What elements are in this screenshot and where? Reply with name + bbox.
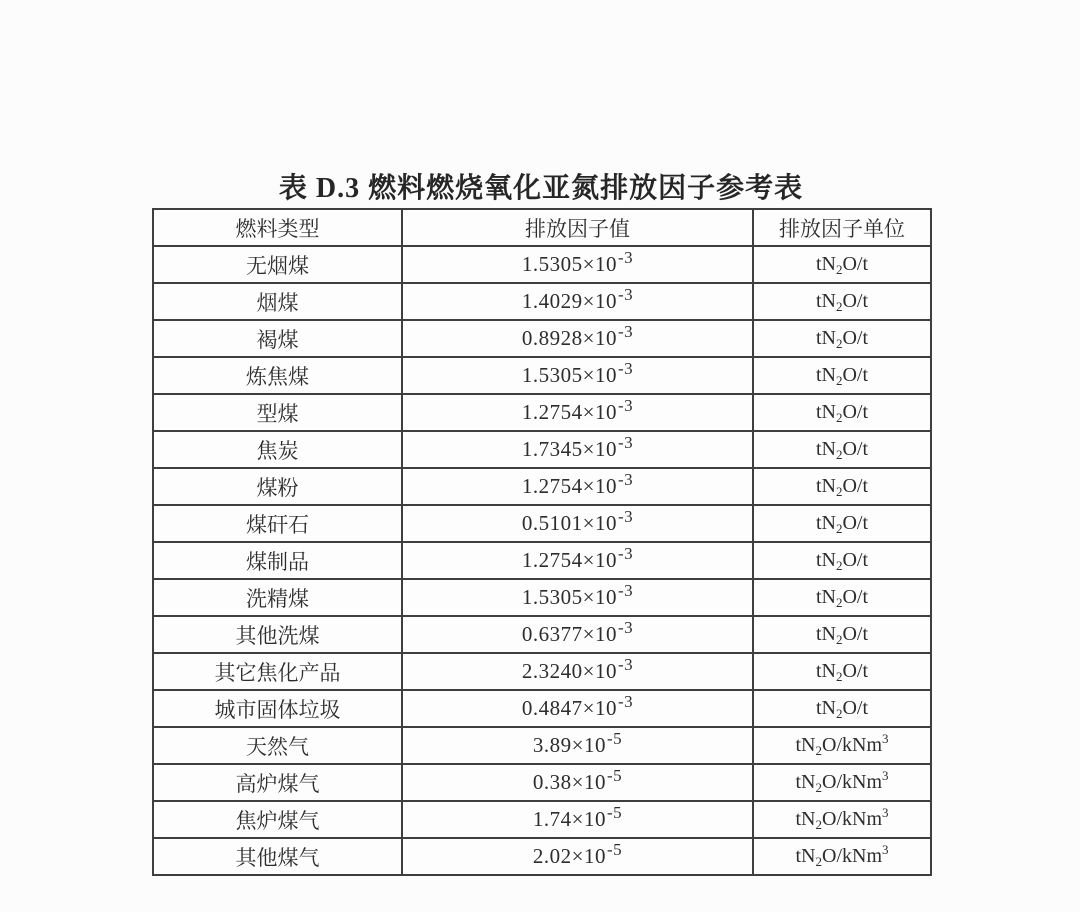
value-base: 0.4847×10 [521, 696, 617, 720]
emission-value-cell [402, 394, 753, 431]
value-exponent: -3 [617, 507, 634, 526]
value-exponent: -3 [617, 396, 634, 415]
table-row [153, 357, 931, 394]
emission-unit-cell [753, 764, 931, 801]
unit-suffix: O/t [842, 327, 869, 349]
emission-unit-cell [753, 616, 931, 653]
table-row [153, 616, 931, 653]
fuel-type-label: 煤制品 [246, 549, 309, 574]
unit-subscript: 2 [835, 447, 843, 462]
fuel-type-label: 其他洗煤 [235, 623, 320, 648]
fuel-type-label: 高炉煤气 [235, 771, 320, 796]
unit-suffix: O/t [842, 401, 869, 423]
value-exponent: -5 [606, 766, 623, 785]
emission-value-cell [402, 801, 753, 838]
fuel-type-cell [153, 505, 402, 542]
table-row [153, 246, 931, 283]
fuel-type-cell [153, 653, 402, 690]
unit-prefix: tN [815, 327, 836, 349]
unit-suffix: O/kNm [822, 845, 882, 867]
unit-subscript: 2 [815, 780, 822, 795]
table-row [153, 320, 931, 357]
table-row [153, 764, 931, 801]
emission-unit-cell [753, 468, 931, 505]
emission-unit-cell [753, 394, 931, 431]
fuel-type-cell [153, 727, 402, 764]
value-base: 1.2754×10 [521, 474, 617, 498]
table-title: 表 D.3 燃料燃烧氧化亚氮排放因子参考表 [278, 173, 804, 204]
fuel-type-cell [153, 246, 402, 283]
emission-value-cell [402, 727, 753, 764]
emission-value-cell [402, 653, 753, 690]
emission-value-cell [402, 542, 753, 579]
fuel-type-label: 城市固体垃圾 [214, 697, 341, 722]
unit-suffix: O/t [842, 623, 869, 645]
unit-prefix: tN [815, 290, 836, 312]
value-exponent: -5 [606, 840, 623, 859]
fuel-type-label: 其它焦化产品 [214, 660, 341, 685]
fuel-type-label: 炼焦煤 [246, 364, 309, 389]
unit-suffix: O/t [842, 697, 869, 719]
emission-unit-cell [753, 505, 931, 542]
unit-prefix: tN [795, 771, 816, 793]
fuel-type-cell [153, 431, 402, 468]
value-base: 2.3240×10 [521, 659, 617, 683]
unit-subscript: 2 [815, 743, 822, 758]
emission-unit-cell [753, 801, 931, 838]
table-row [153, 431, 931, 468]
unit-suffix: O/kNm [822, 771, 882, 793]
fuel-type-cell [153, 616, 402, 653]
emission-value-cell [402, 283, 753, 320]
unit-prefix: tN [815, 401, 836, 423]
fuel-type-cell [153, 542, 402, 579]
fuel-type-cell [153, 283, 402, 320]
value-exponent: -5 [606, 803, 623, 822]
unit-prefix: tN [815, 697, 836, 719]
fuel-type-cell [153, 468, 402, 505]
table-row [153, 653, 931, 690]
value-base: 2.02×10 [532, 844, 606, 868]
value-base: 0.5101×10 [521, 511, 617, 535]
emission-unit-cell [753, 727, 931, 764]
emission-unit-cell [753, 690, 931, 727]
unit-suffix: O/t [842, 364, 869, 386]
value-base: 1.2754×10 [521, 400, 617, 424]
value-exponent: -3 [617, 433, 634, 452]
fuel-type-label: 褐煤 [256, 327, 299, 352]
fuel-type-label: 无烟煤 [246, 253, 309, 278]
unit-suffix: O/kNm [822, 734, 882, 756]
fuel-type-cell [153, 357, 402, 394]
table-row [153, 690, 931, 727]
unit-suffix: O/t [842, 438, 869, 460]
value-base: 1.74×10 [532, 807, 606, 831]
table-row [153, 505, 931, 542]
emission-value-cell [402, 764, 753, 801]
unit-subscript: 2 [835, 299, 843, 314]
value-exponent: -3 [617, 544, 634, 563]
unit-subscript: 2 [835, 484, 843, 499]
table-row [153, 838, 931, 875]
unit-prefix: tN [815, 364, 836, 386]
value-exponent: -3 [617, 248, 634, 267]
fuel-type-label: 煤粉 [256, 475, 299, 500]
unit-prefix: tN [815, 438, 836, 460]
table-row [153, 579, 931, 616]
fuel-type-cell [153, 394, 402, 431]
table-row [153, 394, 931, 431]
fuel-type-label: 烟煤 [256, 290, 299, 315]
unit-prefix: tN [815, 549, 836, 571]
table-row [153, 468, 931, 505]
emission-unit-cell [753, 838, 931, 875]
unit-subscript: 2 [835, 632, 843, 647]
unit-suffix: O/t [842, 660, 869, 682]
emission-value-cell [402, 357, 753, 394]
value-base: 1.5305×10 [521, 252, 617, 276]
value-exponent: -3 [617, 655, 634, 674]
unit-superscript: 3 [882, 731, 889, 746]
unit-subscript: 2 [835, 373, 843, 388]
fuel-type-cell [153, 838, 402, 875]
unit-prefix: tN [795, 808, 816, 830]
emission-unit-cell [753, 357, 931, 394]
table-row [153, 542, 931, 579]
emission-unit-cell [753, 283, 931, 320]
value-exponent: -3 [617, 285, 634, 304]
value-exponent: -5 [606, 729, 623, 748]
unit-superscript: 3 [882, 842, 889, 857]
value-exponent: -3 [617, 581, 634, 600]
unit-suffix: O/t [842, 586, 869, 608]
unit-prefix: tN [815, 253, 836, 275]
emission-unit-cell [753, 542, 931, 579]
table-row [153, 727, 931, 764]
unit-prefix: tN [815, 623, 836, 645]
unit-suffix: O/t [842, 290, 869, 312]
emission-value-cell [402, 246, 753, 283]
unit-subscript: 2 [815, 817, 822, 832]
value-base: 3.89×10 [532, 733, 606, 757]
emission-value-cell [402, 690, 753, 727]
unit-prefix: tN [815, 660, 836, 682]
table-row [153, 283, 931, 320]
emission-value-cell [402, 468, 753, 505]
header-emission-factor-unit: 排放因子单位 [753, 209, 931, 246]
unit-subscript: 2 [835, 336, 843, 351]
unit-suffix: O/t [842, 512, 869, 534]
emission-value-cell [402, 579, 753, 616]
unit-subscript: 2 [815, 854, 822, 869]
unit-subscript: 2 [835, 706, 843, 721]
emission-unit-cell [753, 653, 931, 690]
emission-value-cell [402, 505, 753, 542]
unit-prefix: tN [815, 512, 836, 534]
fuel-type-label: 型煤 [256, 401, 299, 426]
value-base: 1.5305×10 [521, 363, 617, 387]
emission-value-cell [402, 616, 753, 653]
fuel-type-cell [153, 690, 402, 727]
value-base: 1.4029×10 [521, 289, 617, 313]
unit-subscript: 2 [835, 410, 843, 425]
emission-unit-cell [753, 246, 931, 283]
header-fuel-type: 燃料类型 [153, 209, 402, 246]
unit-prefix: tN [795, 845, 816, 867]
value-base: 1.2754×10 [521, 548, 617, 572]
unit-prefix: tN [815, 586, 836, 608]
unit-suffix: O/kNm [822, 808, 882, 830]
fuel-type-label: 焦炉煤气 [235, 808, 320, 833]
table-header-row [153, 209, 931, 246]
fuel-type-label: 煤矸石 [246, 512, 309, 537]
table-body [153, 246, 931, 875]
value-exponent: -3 [617, 359, 634, 378]
emission-unit-cell [753, 579, 931, 616]
unit-subscript: 2 [835, 262, 843, 277]
value-exponent: -3 [617, 692, 634, 711]
fuel-type-cell [153, 801, 402, 838]
fuel-type-label: 天然气 [246, 734, 309, 759]
fuel-type-label: 其他煤气 [235, 845, 320, 870]
fuel-type-cell [153, 320, 402, 357]
unit-suffix: O/t [842, 475, 869, 497]
value-base: 0.38×10 [532, 770, 606, 794]
value-exponent: -3 [617, 618, 634, 637]
unit-superscript: 3 [882, 768, 889, 783]
unit-superscript: 3 [882, 805, 889, 820]
unit-subscript: 2 [835, 558, 843, 573]
fuel-type-cell [153, 764, 402, 801]
value-exponent: -3 [617, 470, 634, 489]
unit-subscript: 2 [835, 595, 843, 610]
value-base: 1.5305×10 [521, 585, 617, 609]
value-base: 1.7345×10 [521, 437, 617, 461]
emission-unit-cell [753, 320, 931, 357]
value-base: 0.8928×10 [521, 326, 617, 350]
unit-suffix: O/t [842, 549, 869, 571]
unit-subscript: 2 [835, 521, 843, 536]
fuel-type-label: 洗精煤 [246, 586, 309, 611]
table-row [153, 801, 931, 838]
fuel-type-label: 焦炭 [256, 438, 299, 463]
unit-subscript: 2 [835, 669, 843, 684]
fuel-type-cell [153, 579, 402, 616]
value-exponent: -3 [617, 322, 634, 341]
header-emission-factor-value: 排放因子值 [402, 209, 753, 246]
emission-factor-table [152, 208, 932, 876]
emission-unit-cell [753, 431, 931, 468]
value-base: 0.6377×10 [521, 622, 617, 646]
unit-prefix: tN [815, 475, 836, 497]
emission-value-cell [402, 320, 753, 357]
emission-value-cell [402, 838, 753, 875]
unit-prefix: tN [795, 734, 816, 756]
emission-value-cell [402, 431, 753, 468]
unit-suffix: O/t [842, 253, 869, 275]
